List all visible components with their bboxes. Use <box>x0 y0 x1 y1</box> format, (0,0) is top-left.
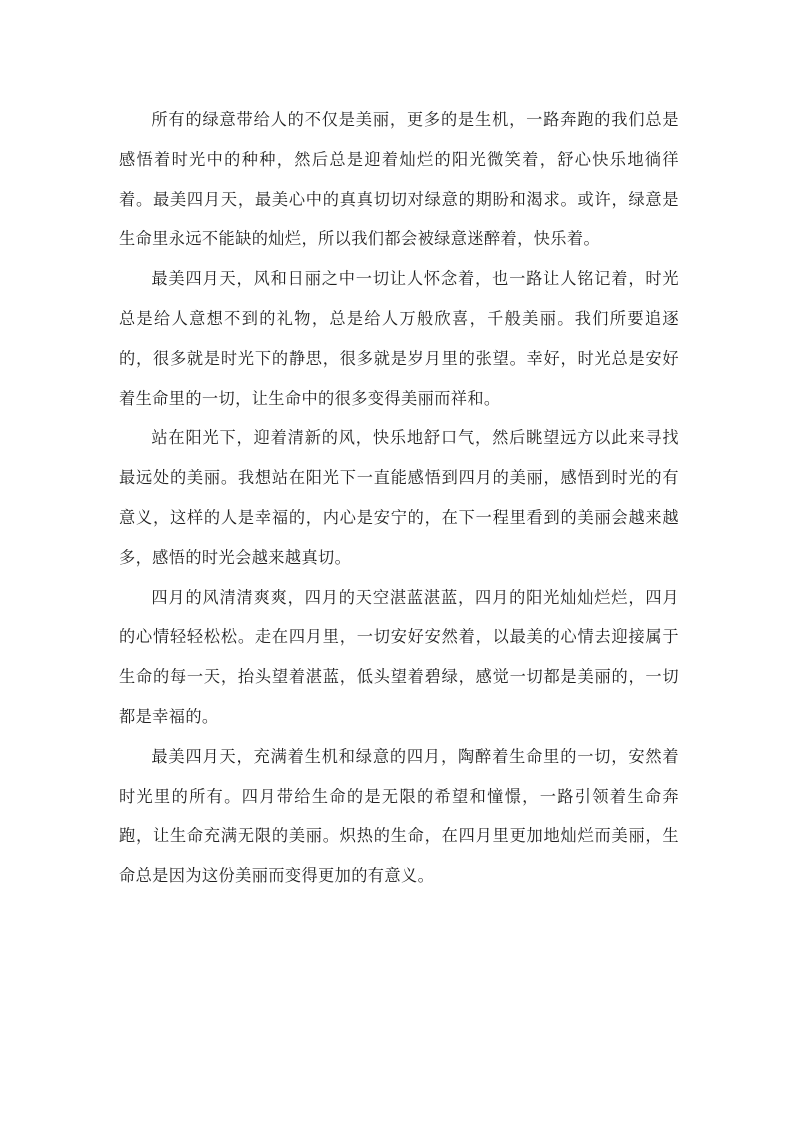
paragraph-1: 所有的绿意带给人的不仅是美丽，更多的是生机，一路奔跑的我们总是感悟着时光中的种种，然后总是迎着灿烂的阳光微笑着，舒心快乐地徜徉着。最美四月天，最美心中的真真切切对绿意的期盼和渴求。或许，绿意是生命里永远不能缺的灿烂，所以我们都会被绿意迷醉着，快乐着。 <box>119 110 679 249</box>
paragraph-4: 四月的风清清爽爽，四月的天空湛蓝湛蓝，四月的阳光灿灿烂烂，四月的心情轻轻松松。走在四月里，一切安好安然着，以最美的心情去迎接属于生命的每一天，抬头望着湛蓝，低头望着碧绿，感觉一切都是美丽的，一切都是幸福的。 <box>119 587 679 726</box>
document-body <box>119 100 679 896</box>
paragraph-3: 站在阳光下，迎着清新的风，快乐地舒口气，然后眺望远方以此来寻找最远处的美丽。我想站在阳光下一直能感悟到四月的美丽，感悟到时光的有意义，这样的人是幸福的，内心是安宁的，在下一程里看到的美丽会越来越多，感悟的时光会越来越真切。 <box>119 428 679 567</box>
paragraph-5: 最美四月天，充满着生机和绿意的四月，陶醉着生命里的一切，安然着时光里的所有。四月带给生命的是无限的希望和憧憬，一路引领着生命奔跑，让生命充满无限的美丽。炽热的生命，在四月里更加地灿烂而美丽，生命总是因为这份美丽而变得更加的有意义。 <box>119 746 679 886</box>
paragraph-2: 最美四月天，风和日丽之中一切让人怀念着，也一路让人铭记着，时光总是给人意想不到的礼物，总是给人万般欣喜，千般美丽。我们所要追逐的，很多就是时光下的静思，很多就是岁月里的张望。幸好，时光总是安好着生命里的一切，让生命中的很多变得美丽而祥和。 <box>119 269 679 408</box>
